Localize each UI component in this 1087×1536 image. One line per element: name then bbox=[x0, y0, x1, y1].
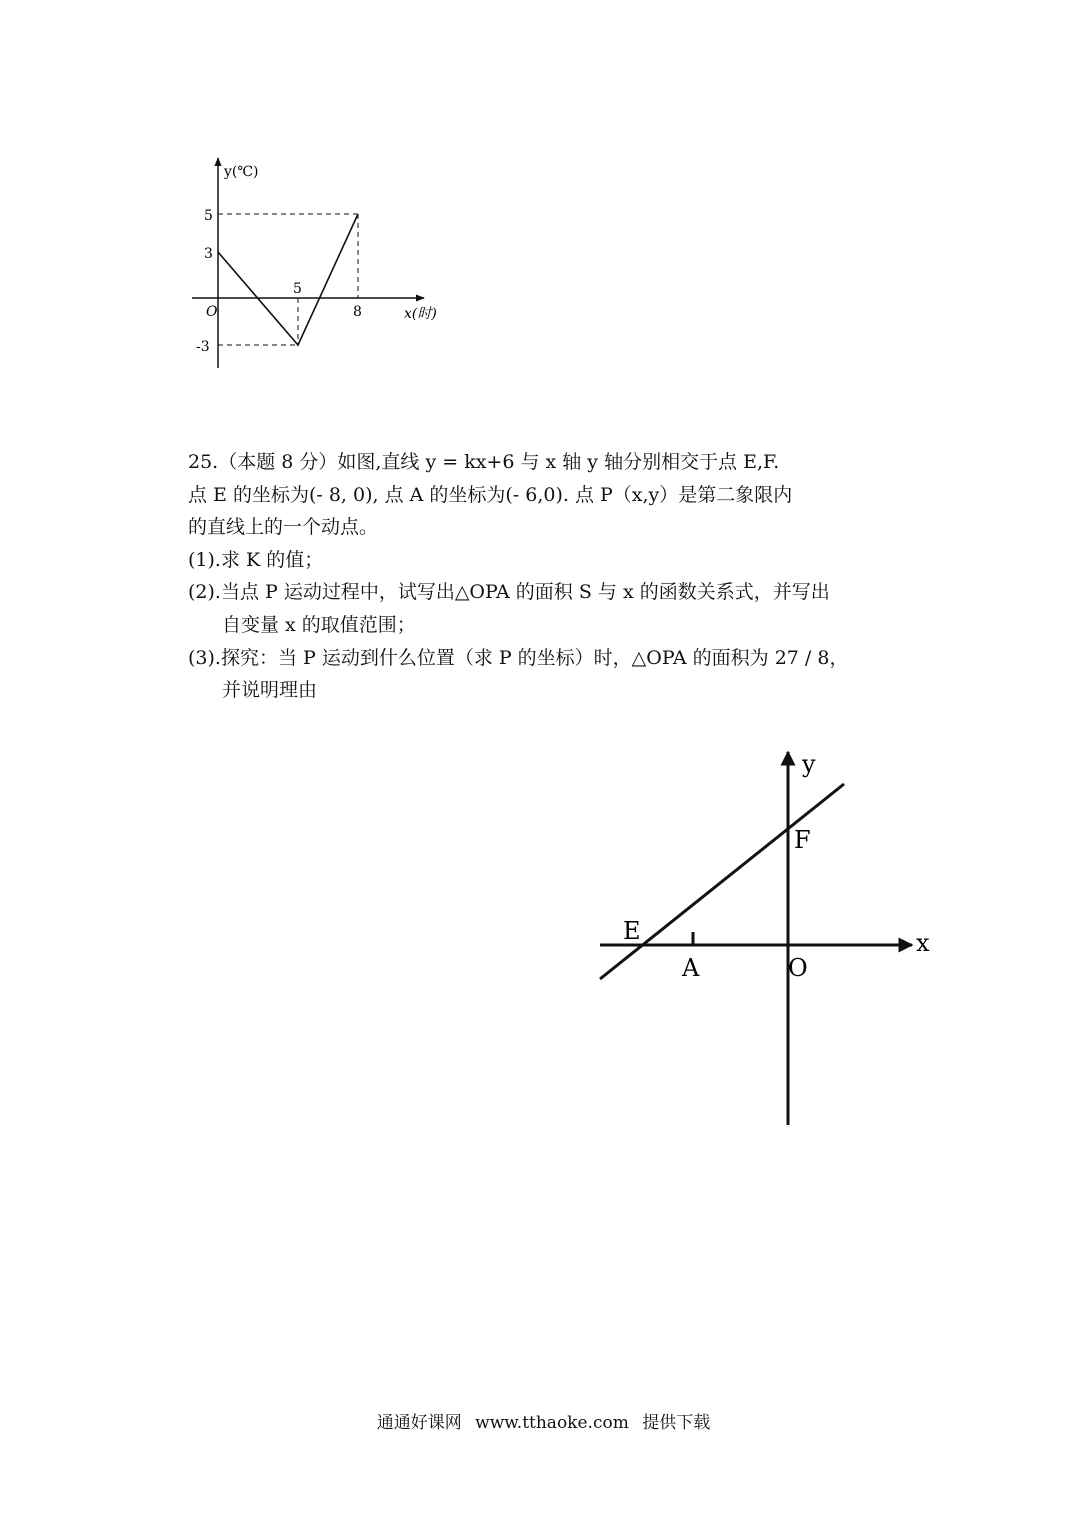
y-tick-5: 5 bbox=[204, 208, 213, 224]
label-a: A bbox=[682, 954, 700, 982]
question-2-cont: 自变量 x 的取值范围； bbox=[222, 613, 416, 636]
x-label: x bbox=[916, 929, 930, 957]
problem-25 bbox=[188, 446, 928, 707]
y-tick-neg3: -3 bbox=[196, 339, 210, 355]
label-e: E bbox=[623, 917, 641, 945]
footer-suffix: 提供下载 bbox=[642, 1413, 711, 1433]
label-f: F bbox=[794, 826, 811, 854]
question-3-cont: 并说明理由 bbox=[222, 679, 318, 702]
footer bbox=[0, 1408, 1087, 1433]
y-tick-3: 3 bbox=[204, 246, 213, 262]
question-1: (1).求 K 的值； bbox=[188, 548, 324, 571]
line-ef bbox=[600, 784, 844, 979]
y-axis-label: y(℃) bbox=[224, 164, 259, 180]
question-2: (2).当点 P 运动过程中，试写出△OPA 的面积 S 与 x 的函数关系式，并写出 bbox=[188, 581, 830, 604]
y-label: y bbox=[802, 750, 816, 778]
problem-line: 点 E 的坐标为(- 8, 0), 点 A 的坐标为(- 6,0). 点 P（x,y）是第二象限内 bbox=[188, 483, 793, 506]
temperature-line bbox=[218, 214, 358, 345]
x-tick-8: 8 bbox=[353, 304, 362, 320]
footer-site-name: 通通好课网 bbox=[376, 1413, 462, 1433]
label-o: O bbox=[788, 954, 808, 982]
problem-line: 25.（本题 8 分）如图,直线 y = kx+6 与 x 轴 y 轴分别相交于点 E,F. bbox=[188, 451, 780, 473]
coordinate-diagram bbox=[590, 740, 950, 1140]
problem-line: 的直线上的一个动点。 bbox=[188, 516, 379, 539]
x-axis-label: x(时) bbox=[404, 306, 437, 322]
footer-url: www.tthaoke.com bbox=[475, 1413, 629, 1433]
origin-label: O bbox=[206, 304, 218, 320]
question-3: (3).探究：当 P 运动到什么位置（求 P 的坐标）时，△OPA 的面积为 27 / 8， bbox=[188, 646, 849, 669]
temperature-graph bbox=[178, 150, 458, 380]
x-tick-5: 5 bbox=[293, 281, 302, 297]
